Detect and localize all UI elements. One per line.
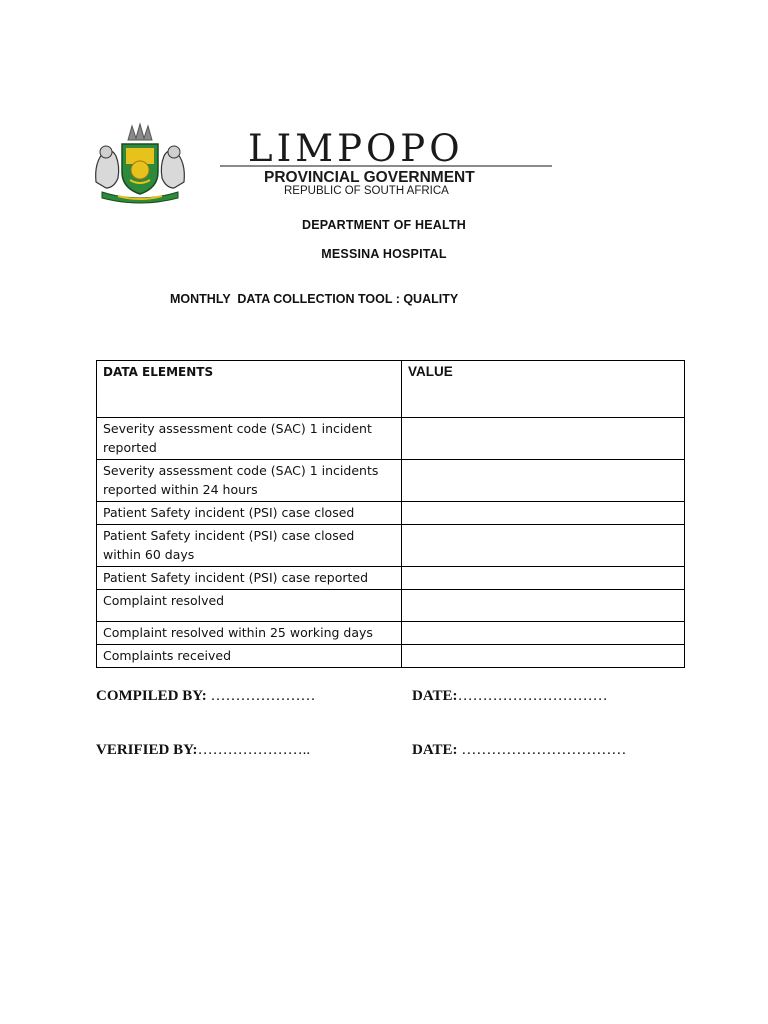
value-cell[interactable] bbox=[402, 567, 685, 590]
table-row bbox=[97, 567, 685, 590]
date-label-1: DATE: bbox=[412, 688, 458, 704]
value-cell[interactable] bbox=[402, 622, 685, 645]
date-field-1[interactable]: ………………………… bbox=[457, 688, 608, 704]
form-title: MONTHLY DATA COLLECTION TOOL : QUALITY bbox=[170, 292, 459, 306]
table-row bbox=[97, 460, 685, 502]
header-data-elements: DATA ELEMENTS bbox=[97, 361, 402, 418]
verified-by-label: VERIFIED BY: bbox=[96, 742, 198, 758]
value-cell[interactable] bbox=[402, 525, 685, 567]
date-field-2[interactable]: …………………………… bbox=[457, 742, 627, 758]
verified-by-line bbox=[96, 742, 310, 759]
table-row bbox=[97, 525, 685, 567]
value-cell[interactable] bbox=[402, 645, 685, 668]
compiled-by-field[interactable]: ………………… bbox=[206, 688, 316, 704]
date-line-2 bbox=[412, 742, 626, 759]
value-cell[interactable] bbox=[402, 460, 685, 502]
logo-title: LIMPOPO bbox=[248, 127, 464, 170]
table-header-row bbox=[97, 361, 685, 418]
data-element-cell: Patient Safety incident (PSI) case closed bbox=[97, 502, 402, 525]
table-row bbox=[97, 502, 685, 525]
limpopo-logo bbox=[88, 122, 553, 206]
data-element-cell: Severity assessment code (SAC) 1 incident reported bbox=[97, 418, 402, 460]
data-element-cell: Severity assessment code (SAC) 1 incidents reported within 24 hours bbox=[97, 460, 402, 502]
date-label-2: DATE: bbox=[412, 742, 458, 758]
table-row bbox=[97, 645, 685, 668]
header-value: VALUE bbox=[402, 361, 685, 418]
data-element-cell: Complaint resolved within 25 working days bbox=[97, 622, 402, 645]
department-heading: DEPARTMENT OF HEALTH bbox=[302, 218, 466, 232]
verified-by-field[interactable]: ………………….. bbox=[197, 742, 311, 758]
table-row bbox=[97, 622, 685, 645]
coat-of-arms-icon bbox=[96, 124, 185, 203]
table-row bbox=[97, 418, 685, 460]
data-element-cell: Patient Safety incident (PSI) case closed within 60 days bbox=[97, 525, 402, 567]
value-cell[interactable] bbox=[402, 502, 685, 525]
compiled-by-line bbox=[96, 688, 315, 705]
value-cell[interactable] bbox=[402, 590, 685, 622]
data-collection-table bbox=[96, 360, 685, 668]
date-line-1 bbox=[412, 688, 608, 705]
logo-country: REPUBLIC OF SOUTH AFRICA bbox=[284, 185, 449, 197]
data-element-cell: Patient Safety incident (PSI) case reported bbox=[97, 567, 402, 590]
table-row bbox=[97, 590, 685, 622]
value-cell[interactable] bbox=[402, 418, 685, 460]
data-element-cell: Complaints received bbox=[97, 645, 402, 668]
hospital-heading: MESSINA HOSPITAL bbox=[321, 247, 447, 261]
logo-subtitle: PROVINCIAL GOVERNMENT bbox=[264, 169, 475, 186]
compiled-by-label: COMPILED BY: bbox=[96, 688, 207, 704]
data-element-cell: Complaint resolved bbox=[97, 590, 402, 622]
